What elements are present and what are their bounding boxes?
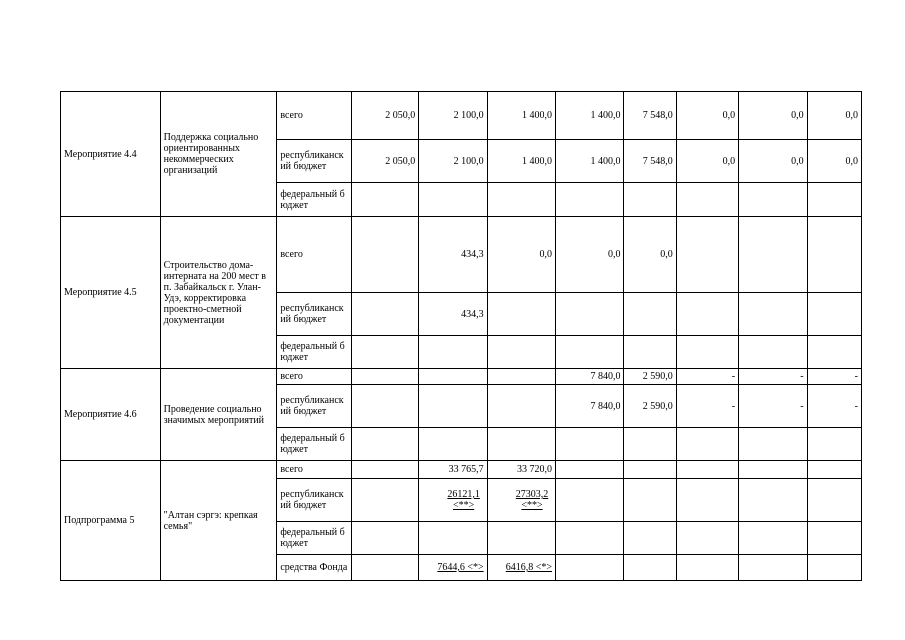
value-cell [487, 385, 555, 428]
value-cell [676, 183, 738, 217]
table-row [61, 461, 862, 479]
value-cell [351, 385, 418, 428]
value-cell: 1 400,0 [487, 92, 555, 140]
value-cell [807, 293, 861, 336]
funding-source: республиканский бюджет [277, 140, 351, 183]
value-cell [739, 183, 807, 217]
value-cell [739, 217, 807, 293]
value-cell [419, 336, 487, 369]
value-cell [556, 479, 624, 522]
value-cell [419, 369, 487, 385]
value-cell [739, 479, 807, 522]
table-row [61, 217, 862, 293]
value-cell: 2 100,0 [419, 92, 487, 140]
activity-description: Строительство дома-интерната на 200 мест в п. Забайкальск г. Улан-Удэ, корректировка проектно-сметной документации [160, 217, 277, 369]
table-row [61, 92, 862, 140]
funding-source: всего [277, 217, 351, 293]
value-cell [624, 479, 676, 522]
value-cell: 434,3 [419, 217, 487, 293]
value-cell [351, 461, 418, 479]
value-cell [556, 555, 624, 581]
value-cell [351, 293, 418, 336]
value-cell: - [807, 369, 861, 385]
value-cell [676, 522, 738, 555]
value-cell [739, 522, 807, 555]
value-cell: 2 590,0 [624, 369, 676, 385]
footnote-link[interactable]: 27303,2 <**> [515, 489, 549, 511]
value-cell: 33 720,0 [487, 461, 555, 479]
value-cell: 2 100,0 [419, 140, 487, 183]
value-cell [676, 555, 738, 581]
value-cell: 2 050,0 [351, 140, 418, 183]
value-cell [351, 369, 418, 385]
value-cell [676, 461, 738, 479]
funding-source: всего [277, 461, 351, 479]
value-cell [807, 336, 861, 369]
value-cell [487, 428, 555, 461]
funding-source: республиканский бюджет [277, 293, 351, 336]
value-cell: - [739, 385, 807, 428]
value-cell [556, 428, 624, 461]
value-cell [351, 336, 418, 369]
value-cell: - [676, 385, 738, 428]
value-cell [351, 479, 418, 522]
value-cell [419, 428, 487, 461]
value-cell [807, 479, 861, 522]
value-cell [807, 217, 861, 293]
value-cell [556, 183, 624, 217]
value-cell: 7 840,0 [556, 369, 624, 385]
value-cell [351, 428, 418, 461]
budget-table [60, 91, 862, 581]
value-cell [487, 336, 555, 369]
value-cell [807, 555, 861, 581]
value-cell [487, 293, 555, 336]
value-cell [739, 461, 807, 479]
funding-source: федеральный бюджет [277, 183, 351, 217]
value-cell [739, 428, 807, 461]
activity-name: Мероприятие 4.4 [61, 92, 161, 217]
value-cell: - [807, 385, 861, 428]
funding-source: средства Фонда [277, 555, 351, 581]
value-cell [807, 428, 861, 461]
value-cell [556, 336, 624, 369]
value-cell: - [739, 369, 807, 385]
value-cell [807, 461, 861, 479]
value-cell [624, 461, 676, 479]
value-cell [676, 217, 738, 293]
footnoted-value [487, 479, 555, 522]
table-row [61, 369, 862, 385]
value-cell: 434,3 [419, 293, 487, 336]
activity-description: Проведение социально значимых мероприятий [160, 369, 277, 461]
value-cell [351, 555, 418, 581]
footnote-link[interactable]: 6416,8 <*> [505, 562, 553, 573]
value-cell [624, 428, 676, 461]
value-cell: 1 400,0 [487, 140, 555, 183]
value-cell [739, 336, 807, 369]
value-cell [624, 336, 676, 369]
value-cell [487, 183, 555, 217]
value-cell [676, 336, 738, 369]
value-cell [676, 293, 738, 336]
value-cell: - [676, 369, 738, 385]
funding-source: всего [277, 92, 351, 140]
value-cell [739, 555, 807, 581]
funding-source: республиканский бюджет [277, 479, 351, 522]
value-cell: 0,0 [807, 140, 861, 183]
footnoted-value [419, 479, 487, 522]
value-cell [351, 183, 418, 217]
activity-name: Мероприятие 4.5 [61, 217, 161, 369]
value-cell [556, 293, 624, 336]
value-cell [419, 385, 487, 428]
value-cell [487, 522, 555, 555]
value-cell [351, 522, 418, 555]
footnoted-value [487, 555, 555, 581]
activity-name: Мероприятие 4.6 [61, 369, 161, 461]
value-cell [807, 183, 861, 217]
value-cell [739, 293, 807, 336]
value-cell [676, 428, 738, 461]
value-cell: 0,0 [676, 92, 738, 140]
funding-source: федеральный бюджет [277, 336, 351, 369]
value-cell: 1 400,0 [556, 140, 624, 183]
funding-source: республиканский бюджет [277, 385, 351, 428]
value-cell: 0,0 [487, 217, 555, 293]
value-cell: 7 548,0 [624, 92, 676, 140]
value-cell [624, 293, 676, 336]
footnote-link[interactable]: 26121,1 <**> [447, 489, 480, 511]
value-cell [419, 522, 487, 555]
value-cell [419, 183, 487, 217]
value-cell: 2 590,0 [624, 385, 676, 428]
value-cell [807, 522, 861, 555]
value-cell [676, 479, 738, 522]
value-cell: 2 050,0 [351, 92, 418, 140]
footnote-link[interactable]: 7644,6 <*> [437, 562, 484, 573]
funding-source: федеральный бюджет [277, 522, 351, 555]
value-cell: 0,0 [556, 217, 624, 293]
activity-description: Поддержка социально ориентированных некоммерческих организаций [160, 92, 277, 217]
funding-source: федеральный бюджет [277, 428, 351, 461]
value-cell: 0,0 [807, 92, 861, 140]
value-cell [556, 461, 624, 479]
activity-description: "Алтан сэргэ: крепкая семья" [160, 461, 277, 581]
value-cell: 7 840,0 [556, 385, 624, 428]
value-cell [351, 217, 418, 293]
value-cell [556, 522, 624, 555]
value-cell [624, 183, 676, 217]
value-cell: 0,0 [739, 92, 807, 140]
funding-source: всего [277, 369, 351, 385]
value-cell: 1 400,0 [556, 92, 624, 140]
activity-name: Подпрограмма 5 [61, 461, 161, 581]
value-cell: 33 765,7 [419, 461, 487, 479]
value-cell: 0,0 [676, 140, 738, 183]
value-cell [624, 555, 676, 581]
value-cell [487, 369, 555, 385]
value-cell: 0,0 [739, 140, 807, 183]
footnoted-value [419, 555, 487, 581]
value-cell: 0,0 [624, 217, 676, 293]
value-cell [624, 522, 676, 555]
value-cell: 7 548,0 [624, 140, 676, 183]
